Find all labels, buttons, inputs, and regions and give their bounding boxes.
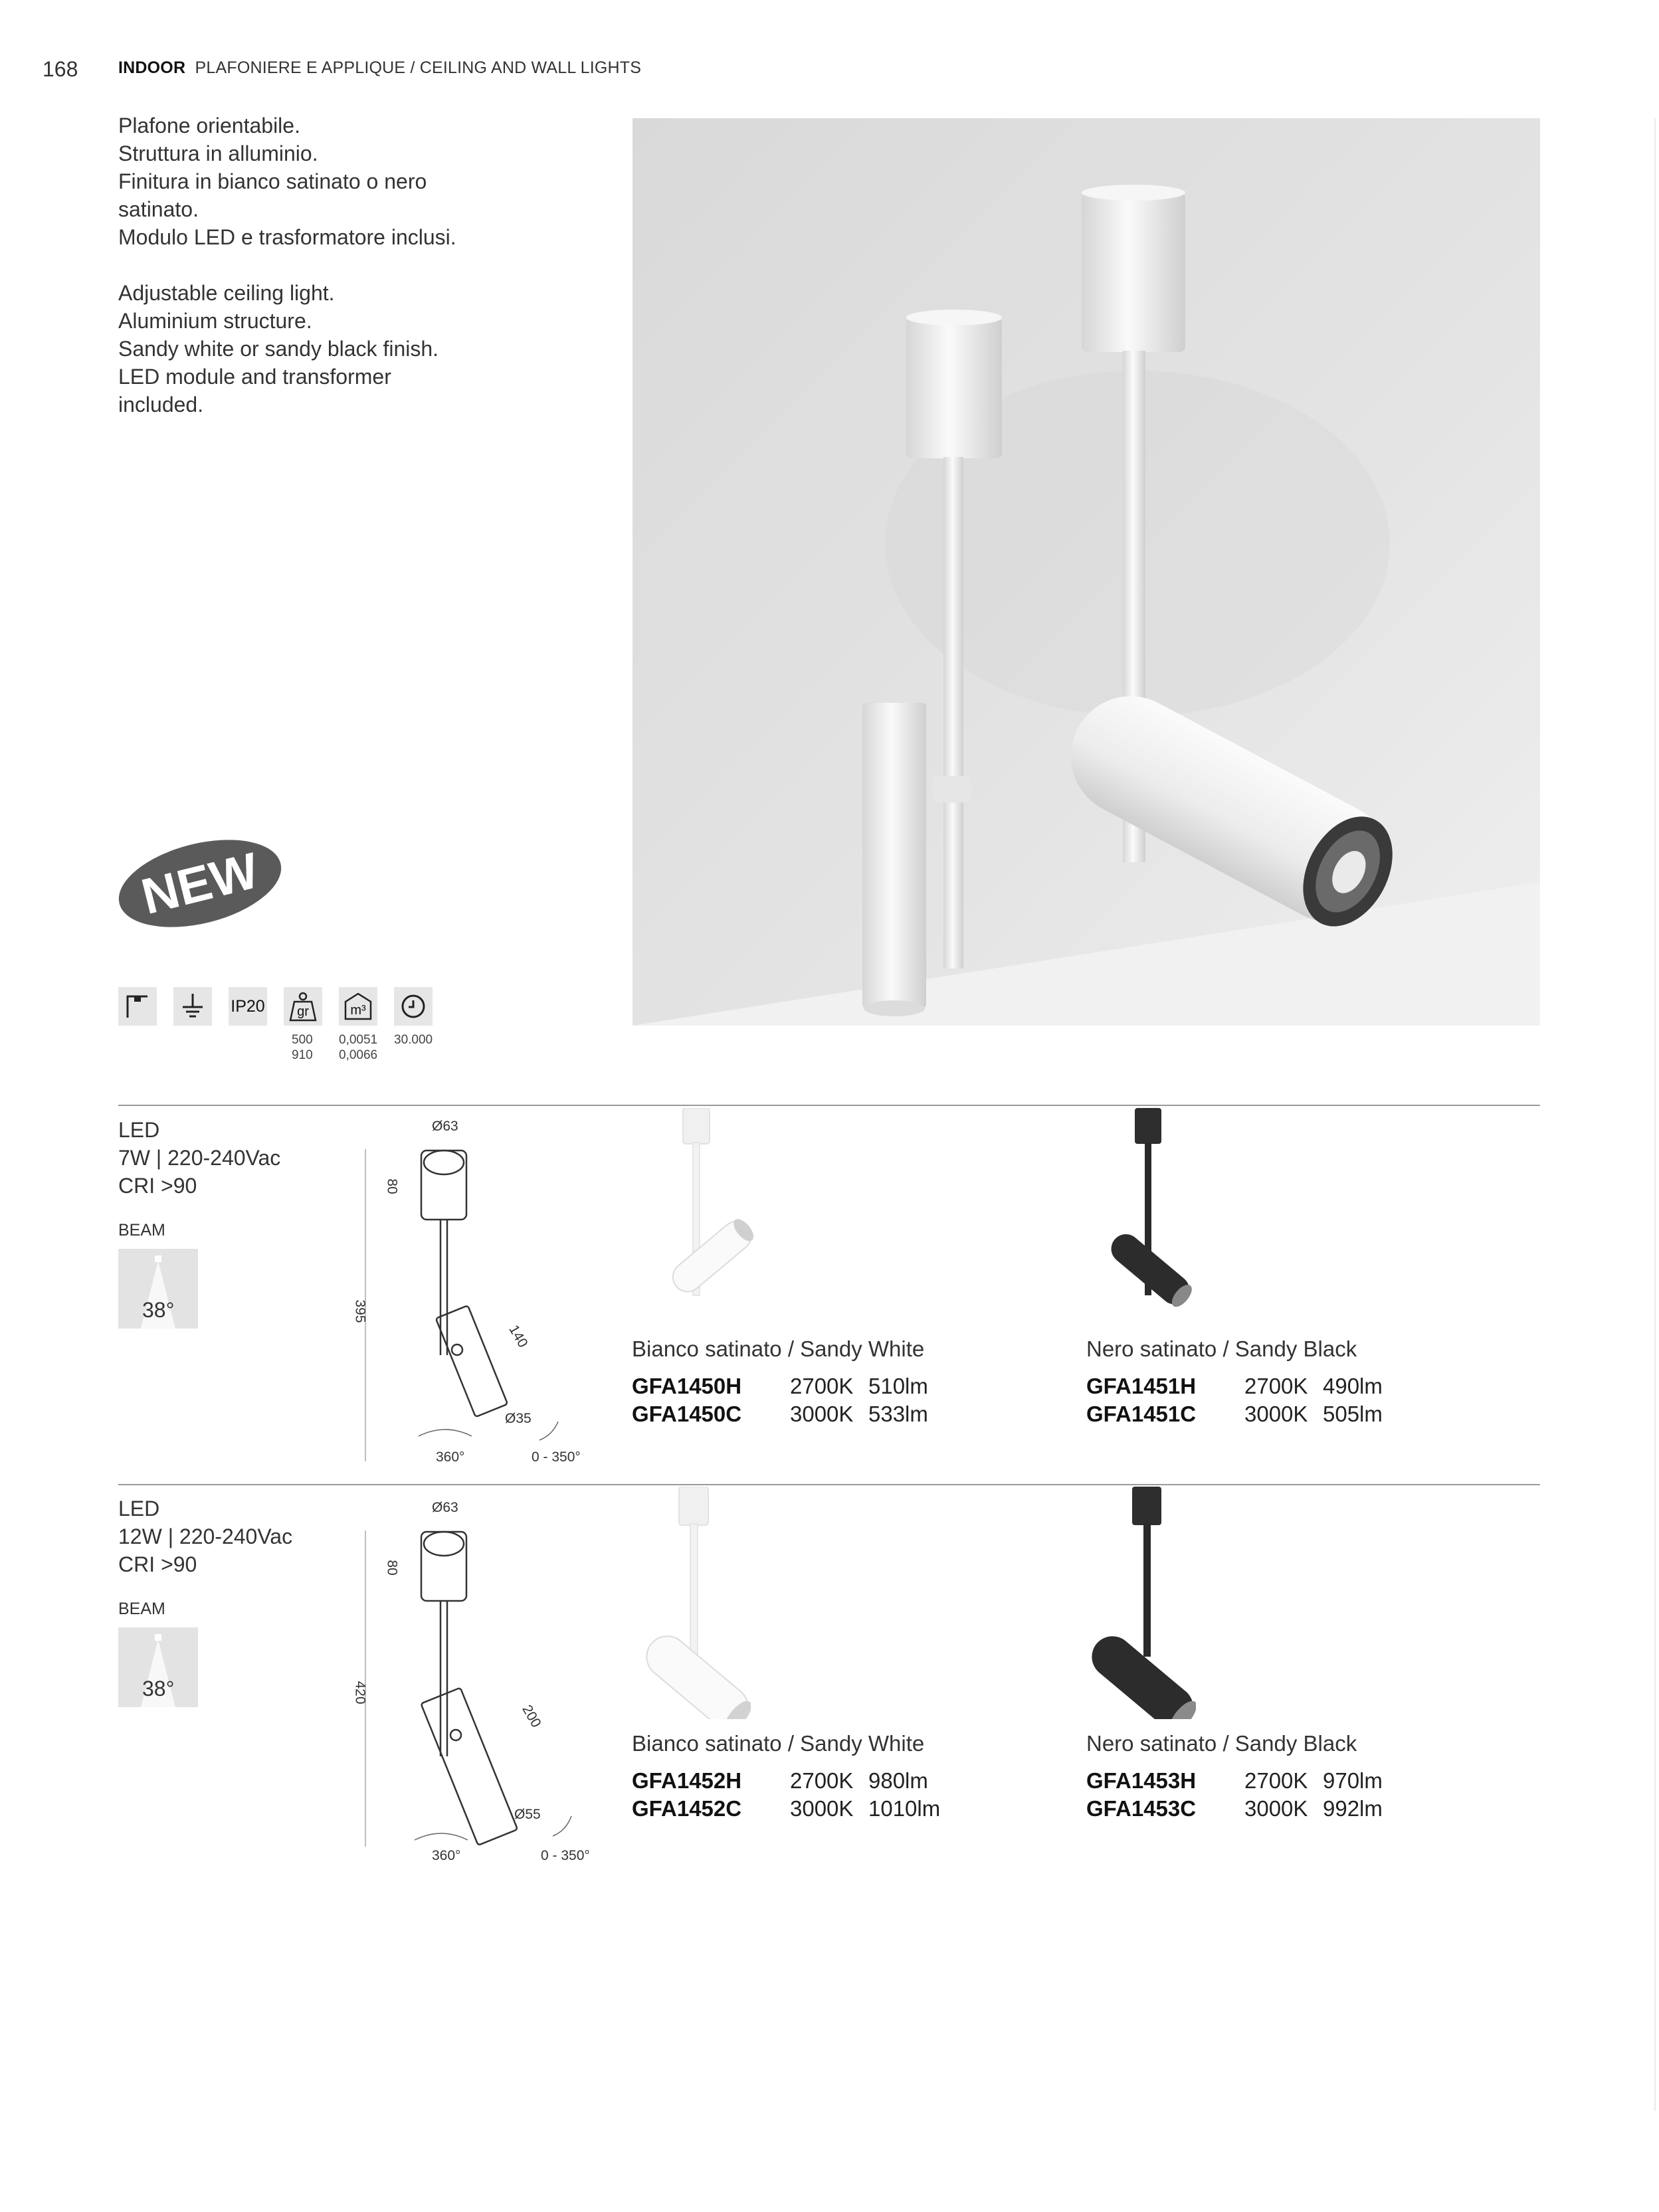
variant-finish: Nero satinato / Sandy Black — [1086, 1336, 1357, 1361]
code-row — [632, 1767, 940, 1795]
luminous-flux: 970lm — [1323, 1768, 1383, 1793]
dim-top-diameter: Ø63 — [432, 1500, 458, 1515]
color-temperature: 3000K — [1244, 1796, 1308, 1821]
color-temperature: 3000K — [1244, 1402, 1308, 1426]
volume-value: 0,0066 — [339, 1048, 378, 1062]
desc-line: included. — [118, 393, 204, 416]
product-code: GFA1451H — [1086, 1374, 1197, 1398]
lifetime-value: 30.000 — [394, 1033, 433, 1047]
color-temperature: 2700K — [790, 1768, 854, 1793]
spec-line: LED — [118, 1497, 160, 1521]
luminous-flux: 510lm — [868, 1374, 928, 1398]
variant-finish: Bianco satinato / Sandy White — [632, 1731, 925, 1756]
dim-head-height: 80 — [384, 1560, 400, 1576]
dim-rotation: 360° — [432, 1848, 461, 1863]
variant-codes — [1086, 1767, 1383, 1823]
color-temperature: 3000K — [790, 1796, 854, 1821]
dim-head-height: 80 — [384, 1178, 400, 1194]
code-row — [1086, 1400, 1383, 1428]
beam-angle: 38° — [142, 1677, 175, 1701]
product-code: GFA1450H — [632, 1374, 742, 1398]
description-italian — [118, 112, 517, 251]
lifetime-icon — [394, 987, 433, 1026]
luminous-flux: 490lm — [1323, 1374, 1383, 1398]
product-code: GFA1450C — [632, 1402, 742, 1426]
code-row — [1086, 1795, 1383, 1823]
dim-total-height: 395 — [352, 1299, 368, 1323]
variant-codes — [632, 1372, 928, 1428]
color-temperature: 3000K — [790, 1402, 854, 1426]
color-temperature: 2700K — [790, 1374, 854, 1398]
dim-lamp-diameter: Ø35 — [505, 1411, 532, 1426]
description-english — [118, 279, 517, 418]
volume-unit: m³ — [350, 1003, 366, 1018]
subsection-label: PLAFONIERE E APPLIQUE / CEILING AND WALL LIGHTS — [195, 58, 642, 77]
technical-drawing — [345, 1116, 611, 1475]
luminous-flux: 533lm — [868, 1402, 928, 1426]
variant-codes — [632, 1767, 940, 1823]
desc-line: Finitura in bianco satinato o nero — [118, 169, 427, 193]
section-divider — [118, 1484, 1540, 1485]
product-thumbnail-black — [1090, 1108, 1196, 1327]
volume-value: 0,0051 — [339, 1033, 378, 1047]
ip-rating-icon: IP20 — [229, 987, 267, 1026]
code-row — [1086, 1767, 1383, 1795]
product-code: GFA1452C — [632, 1796, 742, 1821]
product-thumbnail-white — [631, 1487, 751, 1719]
beam-label: BEAM — [118, 1600, 165, 1618]
volume-icon — [339, 987, 377, 1026]
color-temperature: 2700K — [1244, 1768, 1308, 1793]
weight-unit: gr — [297, 1004, 309, 1019]
product-code: GFA1453C — [1086, 1796, 1197, 1821]
luminous-flux: 980lm — [868, 1768, 928, 1793]
product-thumbnail-black — [1076, 1487, 1196, 1719]
section-label: INDOOR — [118, 58, 186, 77]
page-number: 168 — [43, 57, 78, 81]
dim-arm-length: 200 — [519, 1702, 544, 1730]
luminous-flux: 505lm — [1323, 1402, 1383, 1426]
dim-top-diameter: Ø63 — [432, 1119, 458, 1134]
weight-values — [292, 1032, 313, 1063]
luminous-flux: 1010lm — [868, 1796, 941, 1821]
desc-line: satinato. — [118, 197, 199, 221]
product-photo — [633, 118, 1540, 1026]
spec-line: 7W | 220-240Vac — [118, 1146, 281, 1170]
code-row — [1086, 1372, 1383, 1400]
dim-tilt: 0 - 350° — [532, 1449, 581, 1465]
code-row — [632, 1372, 928, 1400]
beam-icon — [118, 1249, 198, 1329]
color-temperature: 2700K — [1244, 1374, 1308, 1398]
technical-drawing — [345, 1497, 611, 1869]
weight-icon — [284, 987, 322, 1026]
variant-finish: Bianco satinato / Sandy White — [632, 1336, 925, 1361]
dim-total-height: 420 — [352, 1681, 368, 1705]
spec-line: LED — [118, 1118, 160, 1142]
code-row — [632, 1400, 928, 1428]
dim-lamp-diameter: Ø55 — [514, 1807, 541, 1822]
weight-value: 910 — [292, 1048, 313, 1062]
ground-icon — [173, 987, 212, 1026]
spec-line: 12W | 220-240Vac — [118, 1524, 293, 1548]
desc-line: Sandy white or sandy black finish. — [118, 337, 439, 361]
product-specs — [118, 1116, 280, 1200]
beam-label: BEAM — [118, 1221, 165, 1240]
variant-finish: Nero satinato / Sandy Black — [1086, 1731, 1357, 1756]
new-badge-label: NEW — [136, 842, 264, 925]
desc-line: LED module and transformer — [118, 365, 391, 389]
product-specs — [118, 1495, 292, 1578]
volume-values — [339, 1032, 377, 1063]
product-code: GFA1451C — [1086, 1402, 1197, 1426]
luminous-flux: 992lm — [1323, 1796, 1383, 1821]
desc-line: Aluminium structure. — [118, 309, 312, 333]
product-code: GFA1453H — [1086, 1768, 1197, 1793]
desc-line: Plafone orientabile. — [118, 114, 300, 138]
section-title — [118, 58, 641, 78]
beam-icon — [118, 1627, 198, 1707]
desc-line: Struttura in alluminio. — [118, 141, 318, 165]
page-edge — [1654, 118, 1656, 2111]
variant-codes — [1086, 1372, 1383, 1428]
product-thumbnail-white — [651, 1108, 757, 1327]
weight-value: 500 — [292, 1033, 313, 1047]
dim-arm-length: 140 — [506, 1322, 531, 1350]
new-badge — [116, 838, 284, 929]
desc-line: Adjustable ceiling light. — [118, 281, 335, 305]
spec-line: CRI >90 — [118, 1174, 197, 1198]
beam-angle: 38° — [142, 1298, 175, 1322]
ceiling-mount-icon — [118, 987, 157, 1026]
desc-line: Modulo LED e trasformatore inclusi. — [118, 225, 456, 249]
dim-tilt: 0 - 350° — [541, 1848, 590, 1863]
dim-rotation: 360° — [436, 1449, 465, 1465]
spec-line: CRI >90 — [118, 1552, 197, 1576]
product-code: GFA1452H — [632, 1768, 742, 1793]
section-divider — [118, 1105, 1540, 1106]
code-row — [632, 1795, 940, 1823]
